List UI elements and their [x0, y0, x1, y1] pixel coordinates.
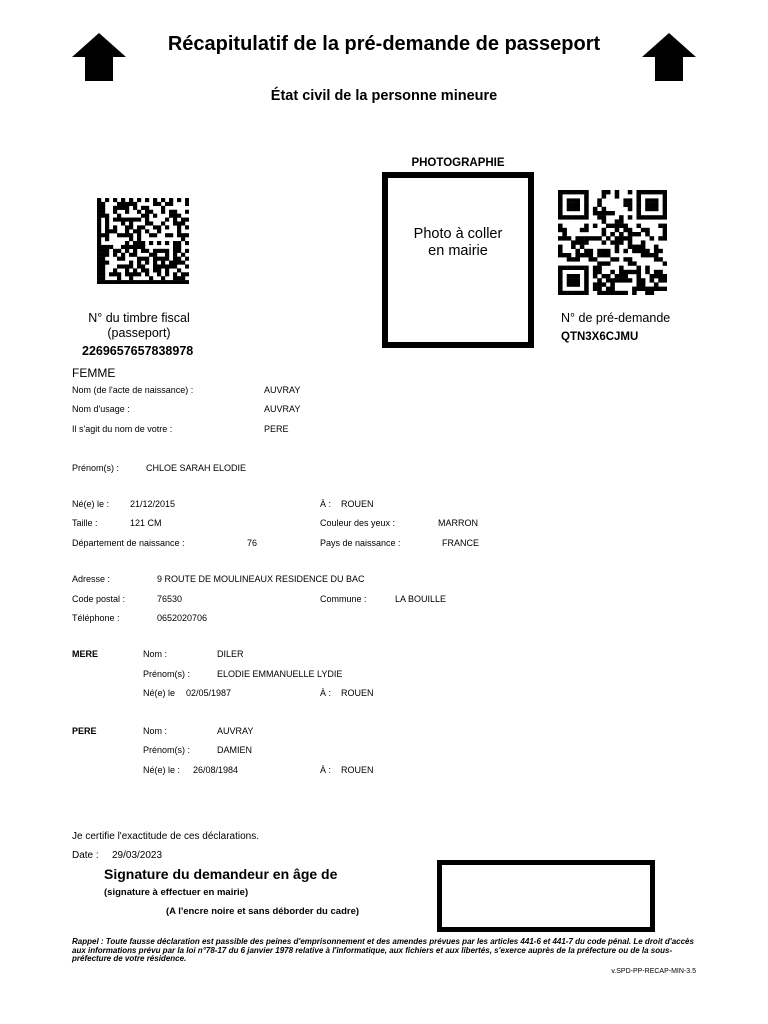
- birth-name-value: AUVRAY: [264, 385, 301, 395]
- city-label: Commune :: [320, 594, 367, 604]
- birth-name-label: Nom (de l'acte de naissance) :: [72, 385, 194, 395]
- mother-firstnames-label: Prénom(s) :: [143, 669, 191, 679]
- mother-born-date: 02/05/1987: [186, 688, 232, 698]
- postal-value: 76530: [157, 594, 183, 604]
- signature-instruction-1: (signature à effectuer en mairie): [104, 887, 249, 898]
- fiscal-stamp-label-line2: (passeport): [107, 326, 171, 340]
- signature-box[interactable]: [437, 860, 655, 932]
- mother-firstnames-value: ELODIE EMMANUELLE LYDIE: [217, 669, 343, 679]
- date-label: Date :: [72, 850, 99, 861]
- fiscal-stamp-label: [72, 311, 206, 341]
- mother-role: MERE: [72, 649, 99, 659]
- father-born-at-label: À :: [320, 765, 332, 775]
- sex-value: FEMME: [72, 366, 116, 380]
- father-born-label: Né(e) le :: [143, 765, 181, 775]
- birth-country-value: FRANCE: [442, 538, 480, 548]
- mother-name-label: Nom :: [143, 649, 168, 659]
- mother-born-at-label: À :: [320, 688, 332, 698]
- eyes-label: Couleur des yeux :: [320, 518, 396, 528]
- pre-request-number: QTN3X6CJMU: [561, 331, 639, 343]
- usage-name-value: AUVRAY: [264, 404, 301, 414]
- father-name-value: AUVRAY: [217, 726, 254, 736]
- height-value: 121 CM: [130, 518, 162, 528]
- form-version: v.SPD-PP-RECAP-MIN-3.5: [611, 968, 696, 975]
- postal-label: Code postal :: [72, 594, 126, 604]
- usage-name-label: Nom d'usage :: [72, 404, 130, 414]
- signature-instruction-2: (A l'encre noire et sans déborder du cadre): [166, 906, 360, 917]
- phone-value: 0652020706: [157, 613, 208, 623]
- fiscal-stamp-number: 2269657657838978: [82, 344, 194, 358]
- born-label: Né(e) le :: [72, 499, 110, 509]
- father-name-label: Nom :: [143, 726, 168, 736]
- birth-country-label: Pays de naissance :: [320, 538, 401, 548]
- birth-dept-label: Département de naissance :: [72, 538, 185, 548]
- photo-frame: [382, 172, 534, 348]
- eyes-value: MARRON: [438, 518, 478, 528]
- birth-dept-value: 76: [247, 538, 258, 548]
- qr-code: [558, 190, 667, 295]
- phone-label: Téléphone :: [72, 613, 120, 623]
- father-firstnames-label: Prénom(s) :: [143, 745, 191, 755]
- name-of-label: Il s'agit du nom de votre :: [72, 424, 173, 434]
- mother-name-value: DILER: [217, 649, 244, 659]
- born-date-value: 21/12/2015: [130, 499, 176, 509]
- certification-statement: Je certifie l'exactitude de ces déclarations.: [72, 831, 260, 842]
- signature-heading: Signature du demandeur en âge de: [104, 866, 338, 882]
- born-at-value: ROUEN: [341, 499, 374, 509]
- father-born-at-value: ROUEN: [341, 765, 374, 775]
- datamatrix-barcode: [97, 198, 189, 284]
- father-firstnames-value: DAMIEN: [217, 745, 253, 755]
- mother-born-label: Né(e) le: [143, 688, 176, 698]
- legal-notice: Rappel : Toute fausse déclaration est passible des peines d'emprisonnement et des amendes prévues par les articles 441-6 et 441-7 du code pénal. Le droit d'accès aux informations prévu par la loi n°78-17 du 6 janvier 1978 relative à l'informatique, aux fichiers et aux libertés, s'exerce auprès de la préfecture ou de la sous-préfecture de votre résidence.: [72, 937, 694, 964]
- city-value: LA BOUILLE: [395, 594, 447, 604]
- height-label: Taille :: [72, 518, 98, 528]
- name-of-value: PERE: [264, 424, 289, 434]
- born-at-label: À :: [320, 499, 332, 509]
- firstnames-value: CHLOE SARAH ELODIE: [146, 463, 247, 473]
- firstnames-label: Prénom(s) :: [72, 463, 120, 473]
- date-value: 29/03/2023: [112, 850, 163, 861]
- address-value: 9 ROUTE DE MOULINEAUX RESIDENCE DU BAC: [157, 574, 365, 584]
- page-title: Récapitulatif de la pré-demande de passeport: [167, 33, 601, 55]
- photo-placeholder: Photo à coller en mairie: [413, 226, 503, 259]
- photo-heading: PHOTOGRAPHIE: [411, 157, 505, 169]
- mother-born-at-value: ROUEN: [341, 688, 374, 698]
- page-subtitle: État civil de la personne mineure: [270, 88, 498, 104]
- father-born-date: 26/08/1984: [193, 765, 239, 775]
- pre-request-label: N° de pré-demande: [561, 311, 671, 325]
- address-label: Adresse :: [72, 574, 111, 584]
- father-role: PERE: [72, 726, 97, 736]
- fiscal-stamp-label-line1: N° du timbre fiscal: [88, 311, 190, 325]
